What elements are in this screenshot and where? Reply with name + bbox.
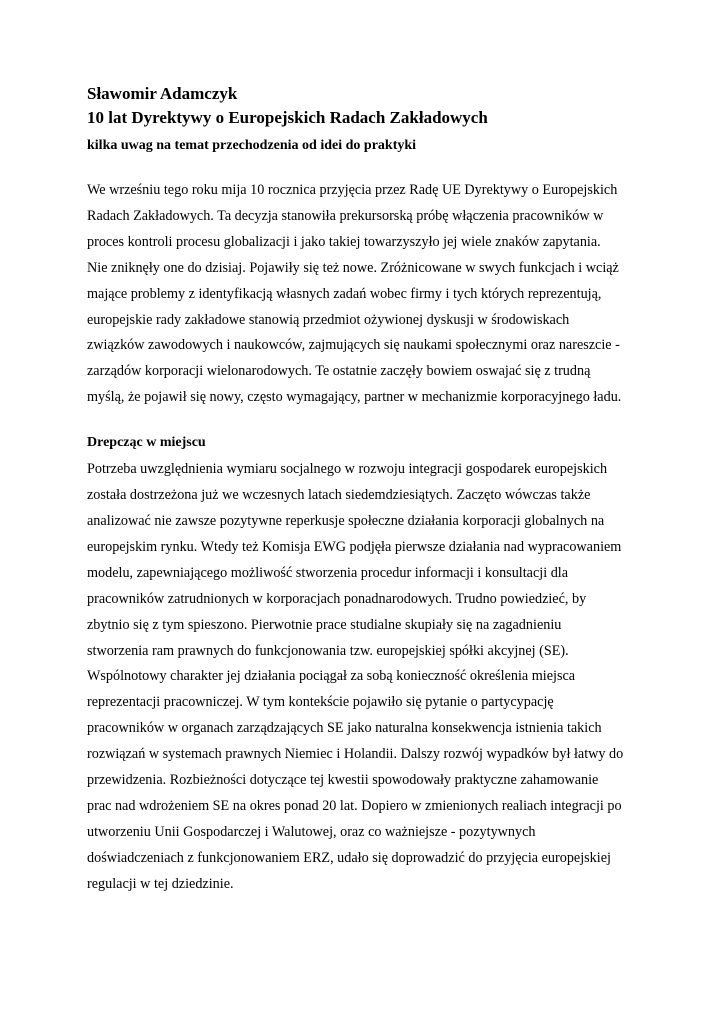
text-line: stworzenia ram prawnych do funkcjonowania tzw. europejskiej spółki akcyjnej (SE).	[87, 642, 569, 659]
text-line: Nie zniknęły one do dzisiaj. Pojawiły się też nowe. Zróżnicowane w swych funkcjach i wciąż	[87, 259, 619, 276]
text-line: utworzeniu Unii Gospodarczej i Walutowej, oraz co ważniejsze - pozytywnych	[87, 823, 536, 840]
text-line: analizować nie zawsze pozytywne reperkusje społeczne działania korporacji globalnych na	[87, 512, 605, 529]
text-line: europejskim rynku. Wtedy też Komisja EWG podjęła pierwsze działania nad wypracowaniem	[87, 538, 622, 555]
text-line: zarządów korporacji wielonarodowych. Te ostatnie zaczęły bowiem oswajać się z trudną	[87, 363, 591, 380]
text-line: myślą, że pojawił się nowy, często wymagający, partner w mechanizmie korporacyjnego ładu.	[87, 389, 622, 406]
text-line: pracowników w organach zarządzających SE jako naturalna konsekwencja istnienia takich	[87, 720, 602, 737]
text-line: doświadczeniach z funkcjonowaniem ERZ, udało się doprowadzić do przyjęcia europejskiej	[87, 849, 611, 866]
text-line: We wrześniu tego roku mija 10 rocznica przyjęcia przez Radę UE Dyrektywy o Europejskich	[87, 182, 618, 198]
document-title: 10 lat Dyrektywy o Europejskich Radach Zakładowych	[87, 108, 488, 127]
text-line: proces kontroli procesu globalizacji i jako takiej towarzyszyło jej wiele znaków zapytania.	[87, 233, 601, 250]
text-line: pracowników zatrudnionych w korporacjach ponadnarodowych. Trudno powiedzieć, by	[87, 590, 587, 607]
text-line: związków zawodowych i naukowców, zajmujących się naukami społecznymi oraz nareszcie -	[87, 337, 620, 354]
text-line: modelu, zapewniającego możliwość stworzenia procedur informacji i konsultacji dla	[87, 564, 569, 581]
intro-paragraph	[87, 178, 647, 411]
text-line: została dostrzeżona już we wczesnych latach siedemdziesiątych. Zaczęto wówczas także	[87, 487, 591, 504]
text-line: prac nad wdrożeniem SE na okres ponad 20 lat. Dopiero w zmienionych realiach integracji po	[87, 797, 622, 814]
section-heading: Drepcząc w miejscu	[87, 435, 206, 451]
document-page	[87, 82, 647, 898]
text-line: zbytnio się z tym spieszono. Pierwotnie prace studialne skupiały się na zagadnieniu	[87, 616, 562, 633]
text-line: Potrzeba uwzględnienia wymiaru socjalnego w rozwoju integracji gospodarek europejskich	[87, 461, 608, 478]
text-line: przewidzenia. Rozbieżności dotyczące tej kwestii spowodowały praktyczne zahamowanie	[87, 772, 599, 789]
document-subtitle: kilka uwag na temat przechodzenia od idei do praktyki	[87, 138, 417, 153]
text-line: europejskie rady zakładowe stanowią przedmiot ożywionej dyskusji w środowiskach	[87, 311, 570, 328]
text-line: rozwiązań w systemach prawnych Niemiec i Holandii. Dalszy rozwój wypadków był łatwy do	[87, 746, 624, 763]
text-line: mające problemy z identyfikacją własnych zadań wobec firmy i tych których reprezentują,	[87, 285, 602, 302]
author-name: Sławomir Adamczyk	[87, 84, 238, 103]
section-paragraph	[87, 457, 647, 897]
text-line: Radach Zakładowych. Ta decyzja stanowiła prekursorską próbę włączenia pracowników w	[87, 207, 604, 224]
text-line: regulacji w tej dziedzinie.	[87, 875, 234, 892]
text-line: reprezentacji pracowniczej. W tym kontekście pojawiło się pytanie o partycypację	[87, 694, 554, 711]
text-line: Wspólnotowy charakter jej działania pociągał za sobą konieczność określenia miejsca	[87, 668, 576, 685]
